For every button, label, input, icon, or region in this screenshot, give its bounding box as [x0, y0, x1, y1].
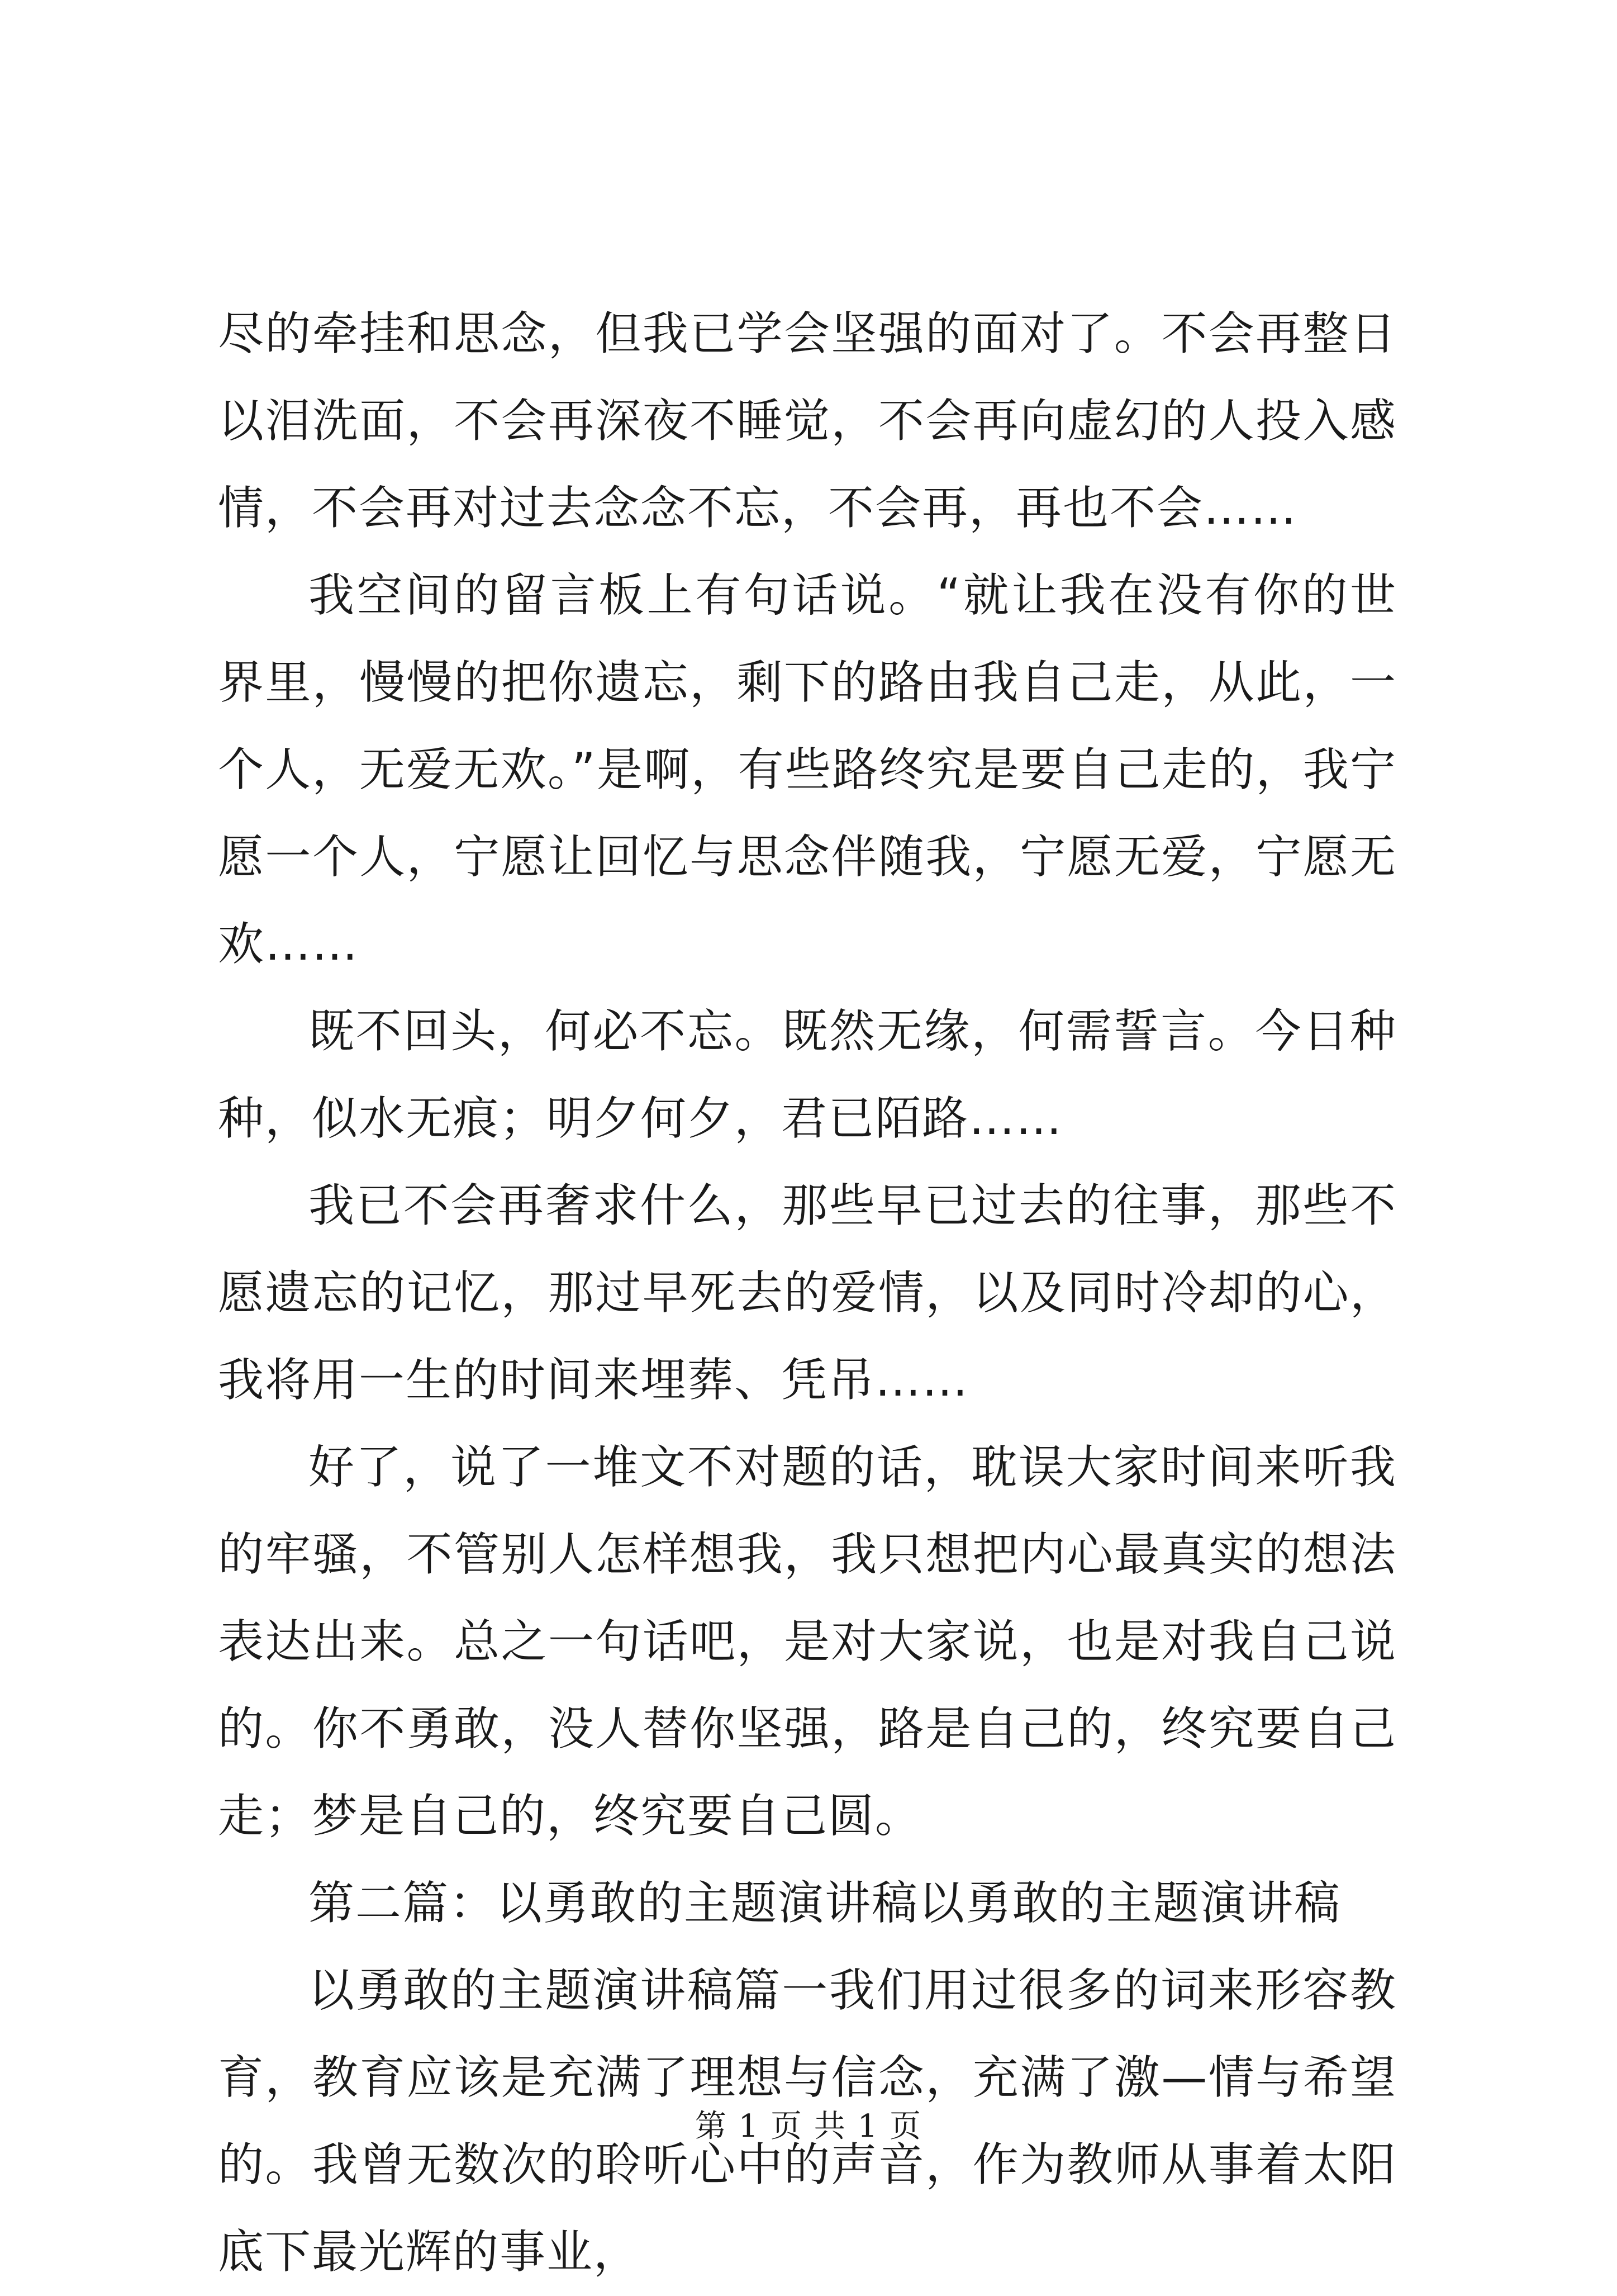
page-number-footer: 第 1 页 共 1 页 [695, 2108, 922, 2145]
paragraph-1: 尽的牵挂和思念，但我已学会坚强的面对了。不会再整日以泪洗面，不会再深夜不睡觉，不会再向虚幻的人投入感情，不会再对过去念念不忘，不会再，再也不会…… [218, 307, 1397, 535]
paragraph-2: 我空间的留言板上有句话说。“就让我在没有你的世界里，慢慢的把你遗忘，剩下的路由我自己走，从此，一个人，无爱无欢。”是啊，有些路终究是要自己走的，我宁愿一个人，宁愿让回忆与思念伴随我，宁愿无爱，宁愿无欢…… [218, 569, 1397, 971]
paragraph-5: 好了，说了一堆文不对题的话，耽误大家时间来听我的牢骚，不管别人怎样想我，我只想把内心最真实的想法表达出来。总之一句话吧，是对大家说，也是对我自己说的。你不勇敢，没人替你坚强，路是自己的，终究要自己走；梦是自己的，终究要自己圆。 [218, 1441, 1397, 1843]
paragraph-3: 既不回头，何必不忘。既然无缘，何需誓言。今日种种，似水无痕；明夕何夕，君已陌路…… [218, 1005, 1397, 1145]
document-body [218, 291, 1397, 2296]
paragraph-4: 我已不会再奢求什么，那些早已过去的往事，那些不愿遗忘的记忆，那过早死去的爱情，以及同时冷却的心，我将用一生的时间来埋葬、凭吊…… [218, 1179, 1397, 1407]
paragraph-7: 以勇敢的主题演讲稿篇一我们用过很多的词来形容教育，教育应该是充满了理想与信念，充满了激—情与希望的。我曾无数次的聆听心中的声音，作为教师从事着太阳底下最光辉的事业， [218, 1964, 1397, 2279]
section-heading: 第二篇：以勇敢的主题演讲稿以勇敢的主题演讲稿 [308, 1877, 1342, 1930]
